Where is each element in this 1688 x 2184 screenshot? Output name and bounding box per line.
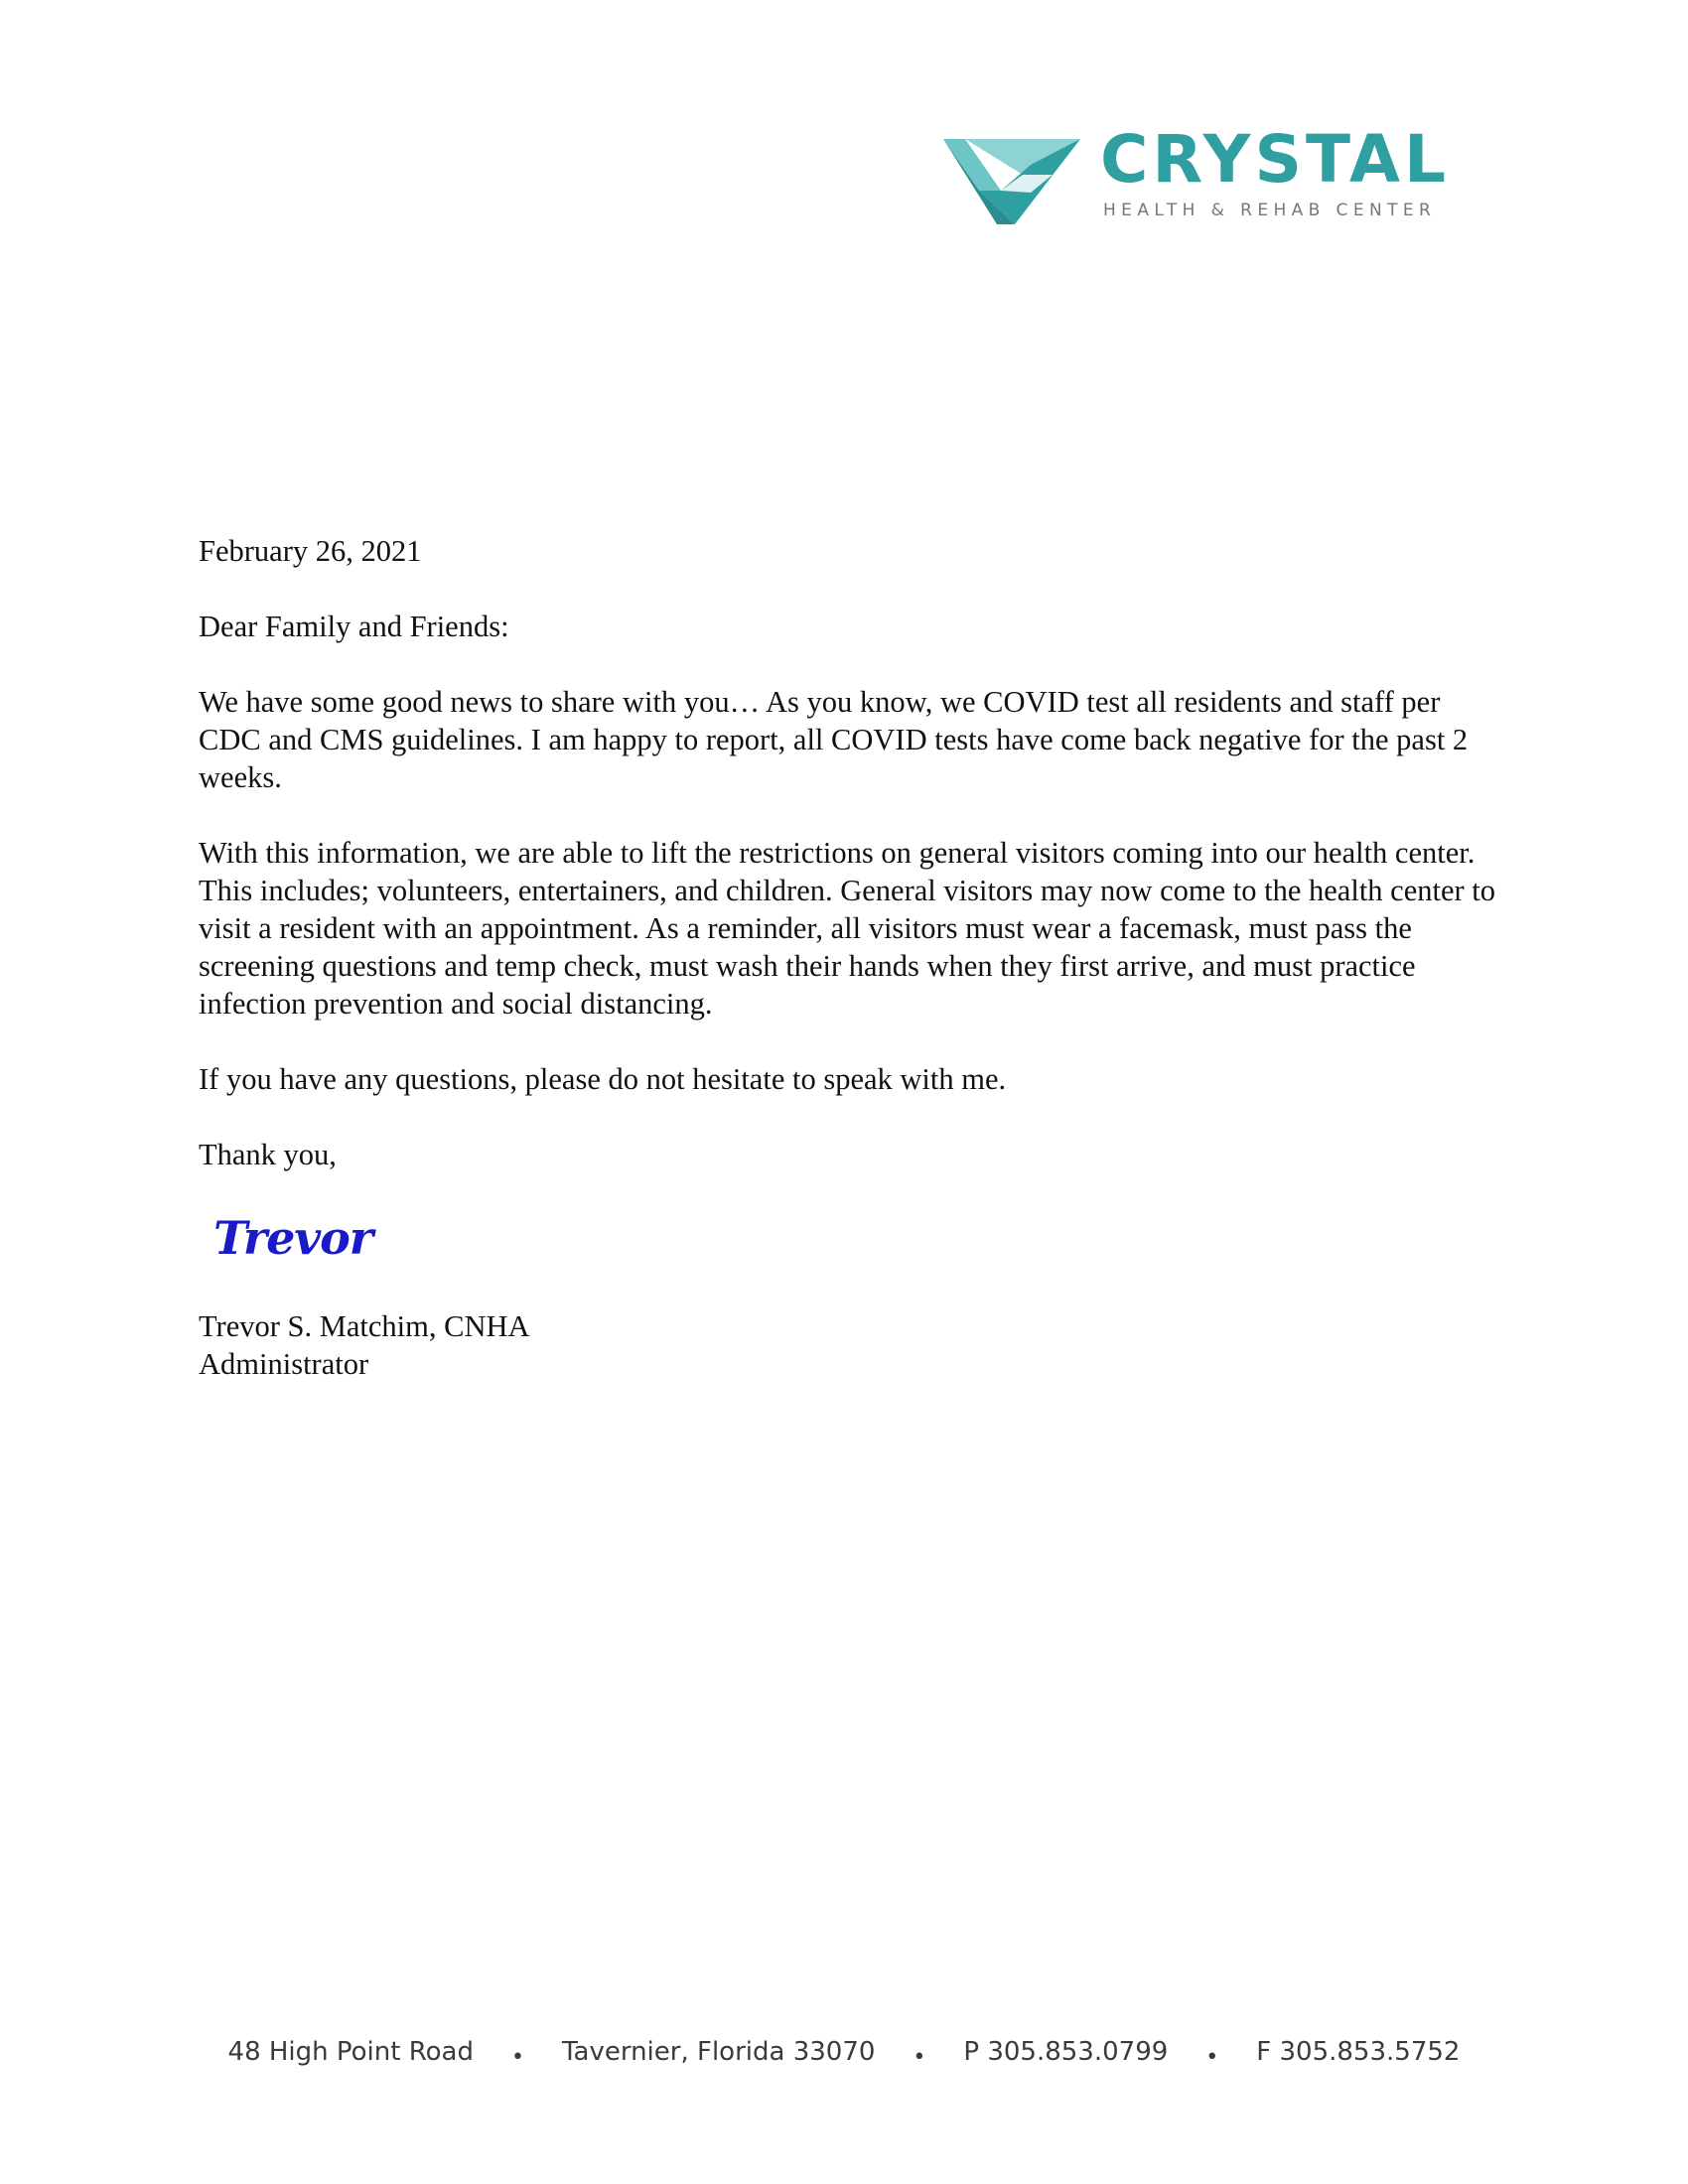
handwritten-signature: Trevor [213, 1211, 373, 1265]
footer-separator: • [913, 2045, 926, 2070]
footer-separator: • [510, 2045, 524, 2070]
letter-paragraph: We have some good news to share with you… As you know, we COVID test all residents and staff per CDC and CMS guidelines. I am happy to report, all COVID tests have come back negative for the past 2 weeks. [199, 685, 1469, 794]
letter-date: February 26, 2021 [199, 534, 422, 568]
brand-name: CRYSTAL [1100, 121, 1451, 198]
letter-closing: Thank you, [199, 1138, 337, 1171]
footer-phone: P 305.853.0799 [963, 2037, 1169, 2067]
crystal-logo-icon [943, 135, 1084, 226]
company-logo [933, 121, 1489, 234]
signer-block [199, 1307, 530, 1383]
signer-title: Administrator [199, 1347, 369, 1381]
brand-tagline: HEALTH & REHAB CENTER [1103, 201, 1437, 220]
letter-salutation: Dear Family and Friends: [199, 610, 509, 643]
letterhead-footer [0, 2037, 1688, 2070]
footer-fax: F 305.853.5752 [1256, 2037, 1461, 2067]
letter-paragraph: If you have any questions, please do not hesitate to speak with me. [199, 1062, 1007, 1096]
letter-paragraph: With this information, we are able to lift the restrictions on general visitors coming into our health center. This includes; volunteers, entertainers, and children. General visitors may now come to the health center to visit a resident with an appointment. As a reminder, all visitors must wear a facemask, must pass the screening questions and temp check, must wash their hands when they first arrive, and must practice infection prevention and social distancing. [199, 836, 1496, 1021]
footer-city: Tavernier, Florida 33070 [561, 2037, 876, 2067]
footer-separator: • [1205, 2045, 1219, 2070]
signer-name: Trevor S. Matchim, CNHA [199, 1309, 530, 1343]
letter-body [199, 532, 1499, 1173]
footer-address: 48 High Point Road [227, 2037, 474, 2067]
